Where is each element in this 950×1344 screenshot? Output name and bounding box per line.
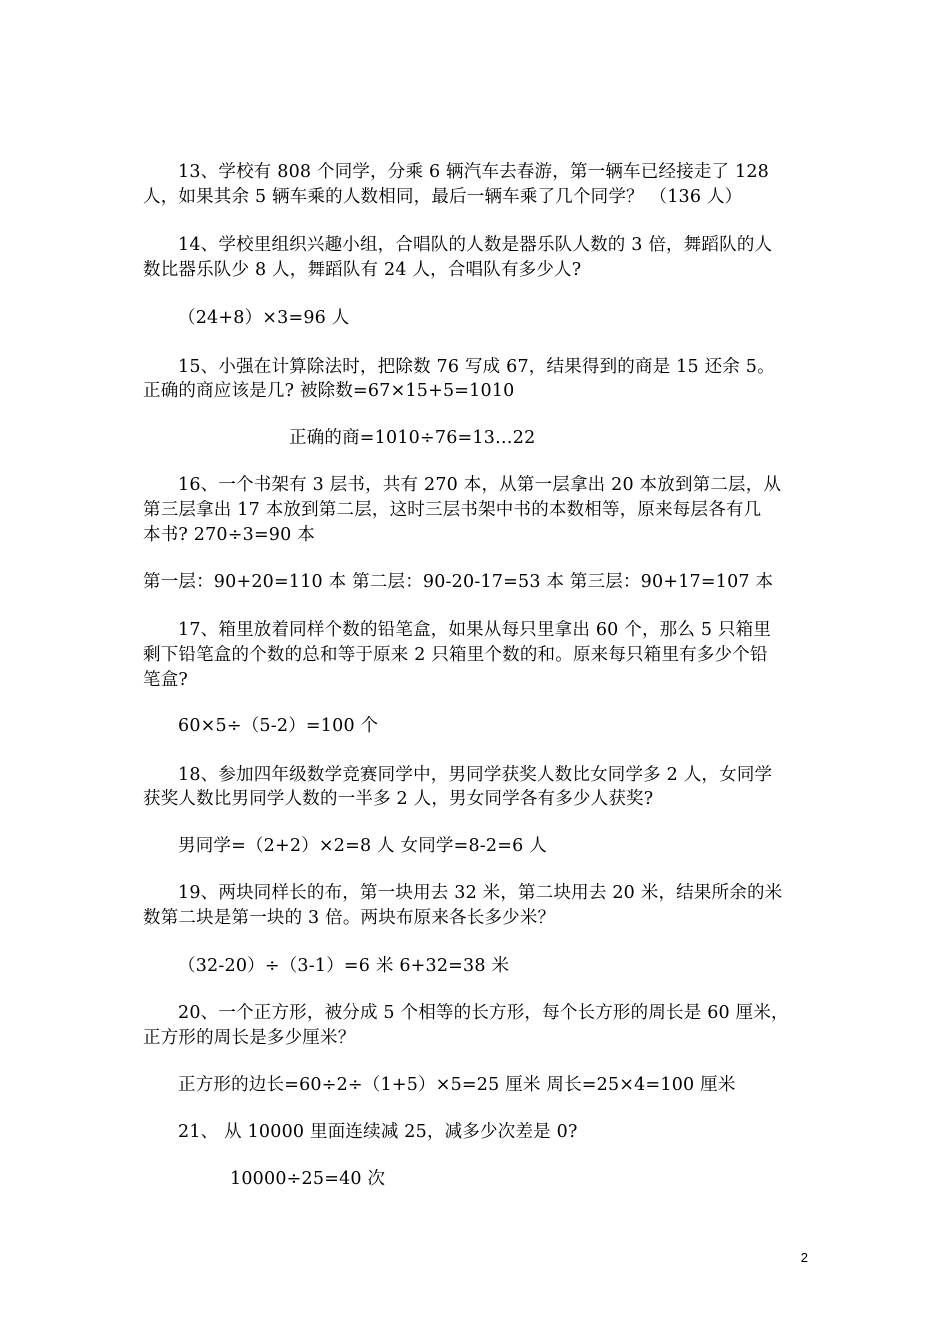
problem-20-line-2: 正方形的周长是多少厘米？	[143, 1028, 356, 1048]
problem-18-line-2: 获奖人数比男同学人数的一半多 2 人，男女同学各有多少人获奖?	[143, 789, 654, 809]
problem-21-answer: 10000÷25=40 次	[230, 1169, 386, 1189]
problem-16-line-1: 16、一个书架有 3 层书，共有 270 本，从第一层拿出 20 本放到第二层，从	[178, 475, 782, 495]
problem-16-answer: 第一层：90+20=110 本 第二层：90-20-17=53 本 第三层：90+17=107 本	[143, 572, 774, 592]
problem-17-line-3: 笔盒?	[143, 670, 188, 690]
problem-15-answer: 正确的商=1010÷76=13…22	[289, 428, 536, 448]
problem-17-line-2: 剩下铅笔盒的个数的总和等于原来 2 只箱里个数的和。原来每只箱里有多少个铅	[143, 645, 768, 665]
problem-17-line-1: 17、箱里放着同样个数的铅笔盒，如果从每只里拿出 60 个，那么 5 只箱里	[178, 620, 772, 640]
problem-14-line-1: 14、学校里组织兴趣小组，合唱队的人数是器乐队人数的 3 倍，舞蹈队的人	[178, 235, 773, 255]
problem-18-line-1: 18、参加四年级数学竞赛同学中，男同学获奖人数比女同学多 2 人，女同学	[178, 765, 773, 785]
problem-13-line-1: 13、学校有 808 个同学，分乘 6 辆汽车去春游，第一辆车已经接走了 128	[178, 162, 770, 182]
problem-16-line-2: 第三层拿出 17 本放到第二层，这时三层书架中书的本数相等，原来每层各有几	[143, 500, 762, 520]
problem-16-line-3: 本书? 270÷3=90 本	[143, 525, 315, 545]
problem-19-line-1: 19、两块同样长的布，第一块用去 32 米，第二块用去 20 米，结果所余的米	[178, 883, 783, 903]
problem-15-line-2: 正确的商应该是几? 被除数=67×15+5=1010	[143, 381, 515, 401]
problem-15-line-1: 15、小强在计算除法时，把除数 76 写成 67，结果得到的商是 15 还余 5。	[178, 357, 775, 377]
problem-21-line-1: 21、 从 10000 里面连续减 25，减多少次差是 0?	[178, 1122, 578, 1142]
page-number: 2	[800, 1250, 808, 1265]
problem-17-answer: 60×5÷（5-2）=100 个	[178, 716, 379, 736]
problem-19-line-2: 数第二块是第一块的 3 倍。两块布原来各长多少米？	[143, 908, 556, 928]
problem-20-line-1: 20、一个正方形，被分成 5 个相等的长方形，每个长方形的周长是 60 厘米，	[178, 1003, 789, 1023]
problem-18-answer: 男同学=（2+2）×2=8 人 女同学=8-2=6 人	[178, 836, 547, 856]
problem-20-answer: 正方形的边长=60÷2÷（1+5）×5=25 厘米 周长=25×4=100 厘米	[178, 1075, 736, 1095]
problem-14-line-2: 数比器乐队少 8 人，舞蹈队有 24 人，合唱队有多少人?	[143, 260, 582, 280]
problem-14-answer: （24+8）×3=96 人	[178, 308, 350, 328]
problem-19-answer: （32-20）÷（3-1）=6 米 6+32=38 米	[178, 956, 510, 976]
problem-13-line-2: 人，如果其余 5 辆车乘的人数相同，最后一辆车乘了几个同学？ （136 人）	[143, 187, 743, 207]
